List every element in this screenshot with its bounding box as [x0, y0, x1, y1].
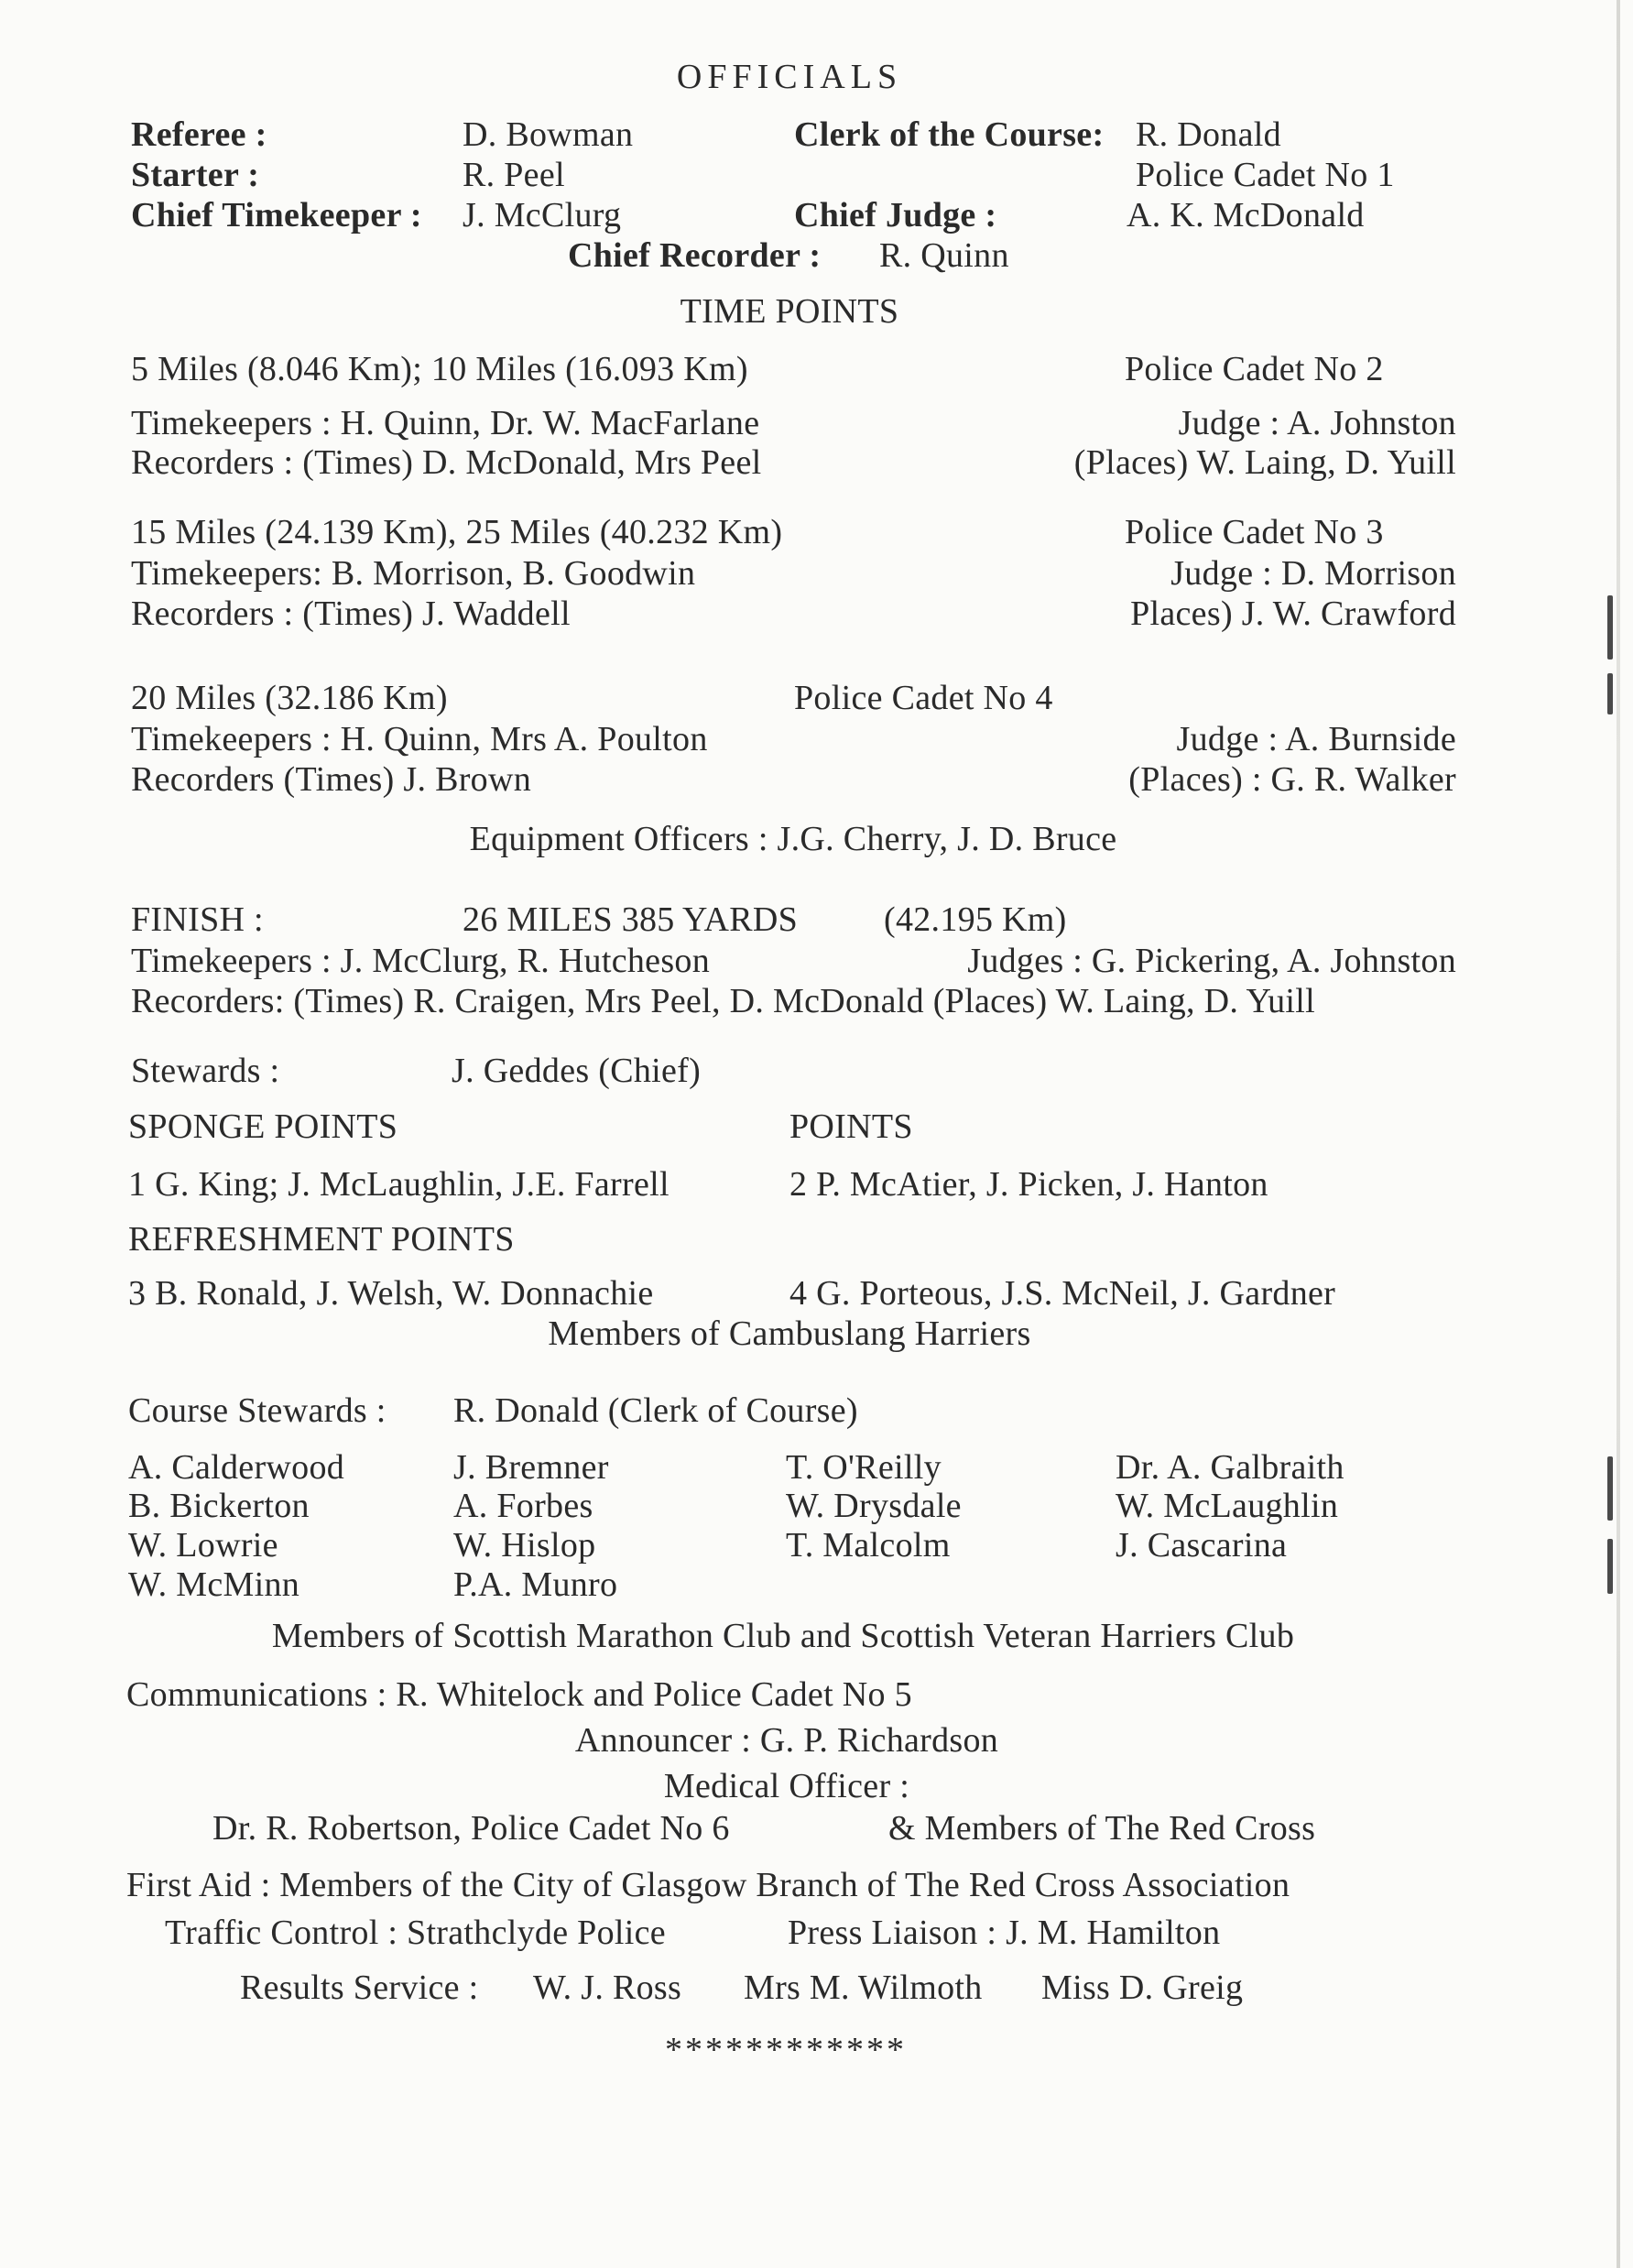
- course-stewards-label: Course Stewards :: [128, 1391, 386, 1430]
- course-stewards-clerk: R. Donald (Clerk of Course): [453, 1391, 858, 1430]
- referee-name: D. Bowman: [463, 115, 634, 154]
- results-service-label: Results Service :: [240, 1968, 479, 2007]
- time-points-heading: TIME POINTS: [680, 292, 899, 331]
- finish-timekeepers: Timekeepers : J. McClurg, R. Hutcheson: [131, 942, 711, 980]
- sponge-point-2: 2 P. McAtier, J. Picken, J. Hanton: [789, 1165, 1268, 1204]
- finish-recorders: Recorders: (Times) R. Craigen, Mrs Peel, D. McDonald (Places) W. Laing, D. Yuill: [131, 982, 1315, 1020]
- tp2-timekeepers: Timekeepers: B. Morrison, B. Goodwin: [131, 554, 696, 593]
- stars-divider: ************: [665, 2031, 907, 2069]
- refreshment-point-3: 3 B. Ronald, J. Welsh, W. Donnachie: [128, 1274, 654, 1313]
- referee-label: Referee :: [131, 115, 267, 154]
- medical-officer-label: Medical Officer :: [663, 1767, 910, 1805]
- tp3-timekeepers: Timekeepers : H. Quinn, Mrs A. Poulton: [131, 720, 708, 758]
- tp2-judge: Judge : D. Morrison: [1170, 554, 1456, 593]
- tp3-recorders: Recorders (Times) J. Brown: [131, 760, 532, 799]
- staple-mark: [1607, 673, 1613, 714]
- staple-mark: [1607, 1456, 1613, 1521]
- course-steward: J. Bremner: [453, 1448, 609, 1487]
- finish-km: (42.195 Km): [884, 900, 1067, 939]
- course-steward: W. Drysdale: [786, 1487, 962, 1525]
- tp2-recorders: Recorders : (Times) J. Waddell: [131, 594, 571, 633]
- course-steward: T. Malcolm: [786, 1526, 951, 1565]
- finish-judges: Judges : G. Pickering, A. Johnston: [967, 942, 1456, 980]
- announcer: Announcer : G. P. Richardson: [574, 1721, 999, 1760]
- results-service-name: W. J. Ross: [533, 1968, 682, 2007]
- refreshment-points-heading: REFRESHMENT POINTS: [128, 1220, 515, 1259]
- tp2-places: Places) J. W. Crawford: [1130, 594, 1456, 633]
- marathon-club-members: Members of Scottish Marathon Club and Scottish Veteran Harriers Club: [271, 1617, 1295, 1655]
- traffic-control: Traffic Control : Strathclyde Police: [165, 1914, 666, 1952]
- course-steward: W. Hislop: [453, 1526, 596, 1565]
- first-aid: First Aid : Members of the City of Glasgow Branch of The Red Cross Association: [126, 1866, 1290, 1904]
- communications: Communications : R. Whitelock and Police Cadet No 5: [126, 1675, 912, 1714]
- course-steward: P.A. Munro: [453, 1565, 618, 1604]
- chief-timekeeper-label: Chief Timekeeper :: [131, 196, 422, 234]
- course-steward: J. Cascarina: [1116, 1526, 1288, 1565]
- tp1-judge: Judge : A. Johnston: [1178, 404, 1456, 442]
- starter-label: Starter :: [131, 156, 260, 194]
- tp2-distance: 15 Miles (24.139 Km), 25 Miles (40.232 Km): [131, 513, 783, 551]
- stewards-label: Stewards :: [131, 1052, 280, 1090]
- sponge-points-heading: SPONGE POINTS: [128, 1107, 398, 1146]
- tp1-cadet: Police Cadet No 2: [1125, 350, 1384, 388]
- tp3-distance: 20 Miles (32.186 Km): [131, 679, 448, 717]
- medical-officer-name: Dr. R. Robertson, Police Cadet No 6: [212, 1809, 730, 1848]
- chief-recorder-label: Chief Recorder :: [568, 236, 822, 275]
- sponge-point-1: 1 G. King; J. McLaughlin, J.E. Farrell: [128, 1165, 670, 1204]
- page-edge: [1617, 0, 1620, 2268]
- tp3-places: (Places) : G. R. Walker: [1128, 760, 1456, 799]
- tp1-recorders: Recorders : (Times) D. McDonald, Mrs Peel: [131, 443, 762, 482]
- refreshment-point-4: 4 G. Porteous, J.S. McNeil, J. Gardner: [789, 1274, 1336, 1313]
- tp2-cadet: Police Cadet No 3: [1125, 513, 1384, 551]
- tp1-places: (Places) W. Laing, D. Yuill: [1073, 443, 1456, 482]
- course-steward: T. O'Reilly: [786, 1448, 942, 1487]
- tp1-timekeepers: Timekeepers : H. Quinn, Dr. W. MacFarlane: [131, 404, 760, 442]
- results-service-name: Miss D. Greig: [1041, 1968, 1244, 2007]
- clerk-name: R. Donald: [1136, 115, 1281, 154]
- finish-label: FINISH :: [131, 900, 264, 939]
- officials-heading: OFFICIALS: [676, 58, 903, 96]
- finish-distance: 26 MILES 385 YARDS: [463, 900, 799, 939]
- course-steward: W. McLaughlin: [1116, 1487, 1339, 1525]
- police-cadet-1: Police Cadet No 1: [1136, 156, 1395, 194]
- chief-judge-name: A. K. McDonald: [1127, 196, 1365, 234]
- clerk-label: Clerk of the Course:: [794, 115, 1105, 154]
- starter-name: R. Peel: [463, 156, 565, 194]
- stewards-chief: J. Geddes (Chief): [452, 1052, 702, 1090]
- chief-recorder-name: R. Quinn: [879, 236, 1009, 275]
- tp1-distance: 5 Miles (8.046 Km); 10 Miles (16.093 Km): [131, 350, 748, 388]
- course-steward: B. Bickerton: [128, 1487, 310, 1525]
- course-steward: Dr. A. Galbraith: [1116, 1448, 1345, 1487]
- staple-mark: [1607, 595, 1613, 660]
- staple-mark: [1607, 1539, 1613, 1594]
- course-steward: W. Lowrie: [128, 1526, 278, 1565]
- equipment-officers: Equipment Officers : J.G. Cherry, J. D. Bruce: [469, 820, 1117, 858]
- course-steward: W. McMinn: [128, 1565, 300, 1604]
- tp3-cadet: Police Cadet No 4: [794, 679, 1053, 717]
- medical-red-cross: & Members of The Red Cross: [888, 1809, 1316, 1848]
- points-heading: POINTS: [789, 1107, 913, 1146]
- chief-judge-label: Chief Judge :: [794, 196, 997, 234]
- cambuslang-members: Members of Cambuslang Harriers: [548, 1314, 1031, 1353]
- tp3-judge: Judge : A. Burnside: [1176, 720, 1456, 758]
- press-liaison: Press Liaison : J. M. Hamilton: [788, 1914, 1221, 1952]
- results-service-name: Mrs M. Wilmoth: [744, 1968, 983, 2007]
- course-steward: A. Calderwood: [128, 1448, 345, 1487]
- chief-timekeeper-name: J. McClurg: [463, 196, 622, 234]
- course-steward: A. Forbes: [453, 1487, 593, 1525]
